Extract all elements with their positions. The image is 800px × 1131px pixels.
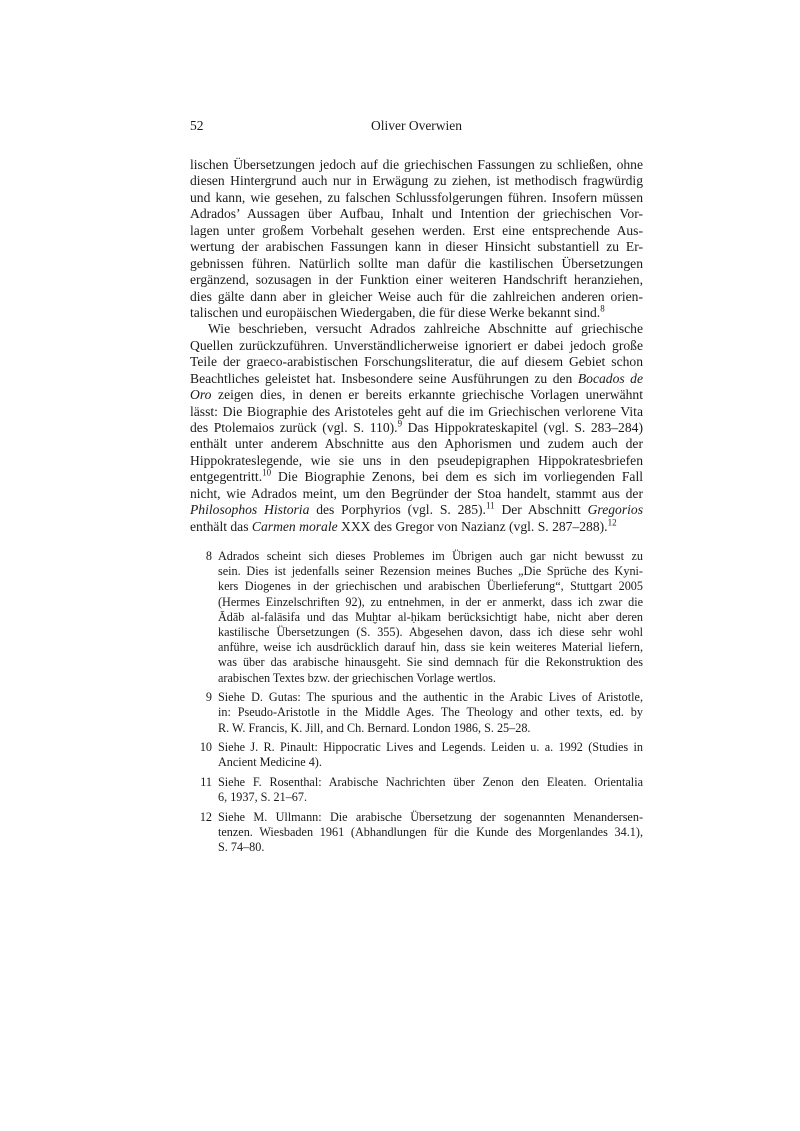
text-line xyxy=(190,469,643,485)
footnote-ref: 11 xyxy=(485,500,495,511)
text-run: sein. Dies ist jedenfalls seiner Rezension meines Buches „Die Sprüche des Kyni- xyxy=(218,564,643,579)
italic-title: Philosophos Historia xyxy=(190,502,310,518)
text-line xyxy=(190,256,643,272)
text-run: Hippokrateslegende, wie sie uns in den pseudepigraphen Hippokratesbriefen xyxy=(190,452,643,468)
footnote-ref: 8 xyxy=(600,303,605,314)
text-run: Adrados scheint sich dieses Problemes im Übrigen auch gar nicht bewusst zu xyxy=(218,549,643,563)
text-run: diesen Hintergrund auch nur in Erwägung zu ziehen, ist methodisch fragwürdig xyxy=(190,173,643,189)
italic-title: Bocados de xyxy=(577,370,644,386)
page-header xyxy=(190,118,643,136)
text-run: anführe, weise ich ausdrücklich darauf hin, dass sie kein weiteres Material liefern, xyxy=(218,640,643,655)
text-line xyxy=(190,502,643,518)
text-run: Das Hippokrateskapitel (vgl. S. 283–284) xyxy=(402,420,643,435)
text-run: lässt: Die Biographie des Aristoteles geht auf die im Griechischen verlorene Vita xyxy=(190,403,643,419)
text-run: nicht, wie Adrados meint, um den Begründer der Stoa handelt, stammt aus der xyxy=(190,485,643,501)
text-line xyxy=(190,272,643,288)
footnote xyxy=(198,690,643,736)
text-line xyxy=(218,564,643,579)
footnote-number: 12 xyxy=(199,810,212,824)
text-line xyxy=(218,625,643,640)
text-run: Wie beschrieben, versucht Adrados zahlreiche Abschnitte auf griechische xyxy=(208,321,643,337)
page-number: 52 xyxy=(190,118,204,133)
paragraph xyxy=(190,321,643,535)
text-line xyxy=(190,305,643,321)
footnote xyxy=(198,775,643,805)
text-line xyxy=(190,420,643,436)
text-run: Siehe D. Gutas: The spurious and the authentic in the Arabic Lives of Aristotle, xyxy=(218,690,643,705)
text-line xyxy=(190,387,643,403)
text-run: tenzen. Wiesbaden 1961 (Abhandlungen für die Kunde des Morgenlandes 34.1), xyxy=(218,825,643,840)
main-text xyxy=(190,157,643,535)
footnote xyxy=(198,810,643,856)
text-run: Siehe F. Rosenthal: Arabische Nachrichten über Zenon den Eleaten. Orientalia xyxy=(218,775,643,790)
footnote-number: 11 xyxy=(200,775,212,790)
text-line xyxy=(218,825,643,840)
text-run: gebnissen führen. Natürlich sollte man dafür die kastilischen Übersetzungen xyxy=(190,255,643,271)
text-run: kers Diogenes in der griechischen und arabischen Überlieferung“, Stuttgart 2005 xyxy=(218,579,643,594)
text-run: des Porphyrios (vgl. S. 285). xyxy=(309,502,486,518)
text-line xyxy=(218,790,643,805)
text-run: und kann, wie gesehen, zu falschen Schlussfolgerungen führen. Insofern müssen xyxy=(190,189,643,205)
footnote xyxy=(198,740,643,770)
text-run: kastilische Übersetzungen (S. 355). Abgesehen davon, dass ich diese sehr wohl xyxy=(218,624,643,639)
text-line xyxy=(218,740,643,755)
text-run: entgegentritt. xyxy=(190,469,263,485)
paragraph xyxy=(190,157,643,321)
text-line xyxy=(218,690,643,705)
footnote-ref: 9 xyxy=(397,418,403,429)
text-line xyxy=(190,157,643,173)
italic-title: Carmen morale xyxy=(251,518,338,534)
text-line xyxy=(218,840,643,855)
text-line xyxy=(218,775,643,790)
text-run: wertung der arabischen Fassungen kann in dieser Hinsicht substantiell zu Er- xyxy=(190,239,643,255)
text-line xyxy=(190,206,643,222)
text-run: Ancient Medicine 4). xyxy=(218,755,322,770)
text-line xyxy=(190,436,643,452)
text-line xyxy=(190,321,643,337)
text-run: R. W. Francis, K. Jill, and Ch. Bernard. London 1986, S. 25–28. xyxy=(218,720,531,735)
text-run: dies gälte dann aber in gleicher Weise auch für die zahlreichen anderen orien- xyxy=(190,288,643,304)
footnote-ref: 10 xyxy=(262,467,272,478)
text-line xyxy=(190,354,643,370)
text-run: zeigen dies, in denen er bereits erkannte griechische Vorlagen unerwähnt xyxy=(211,387,643,403)
footnote-number: 8 xyxy=(205,549,212,563)
text-line xyxy=(218,640,643,655)
text-run: talischen und europäischen Wiedergaben, die für diese Werke bekannt sind. xyxy=(190,304,601,320)
text-line xyxy=(190,223,643,239)
text-line xyxy=(218,610,643,625)
text-run: Beachtliches geleistet hat. Insbesondere seine Ausführungen zu den xyxy=(190,370,578,386)
text-run: des Ptolemaios zurück (vgl. S. 110). xyxy=(190,420,398,435)
text-line xyxy=(218,705,643,720)
text-run: in: Pseudo-Aristotle in the Middle Ages. The Theology and other texts, ed. by xyxy=(218,705,643,720)
text-run: S. 74–80. xyxy=(218,840,265,855)
italic-title: Oro xyxy=(190,387,212,403)
text-line xyxy=(190,338,643,354)
text-line xyxy=(190,289,643,305)
text-run: XXX des Gregor von Nazianz (vgl. S. 287–288). xyxy=(337,518,608,534)
text-line xyxy=(218,655,643,670)
footnote-ref: 12 xyxy=(607,517,617,528)
italic-title: Gregorios xyxy=(587,502,643,518)
text-run: Siehe M. Ullmann: Die arabische Übersetzung der sogenannten Menandersen- xyxy=(218,810,643,824)
text-line xyxy=(190,371,643,387)
text-line xyxy=(218,721,643,736)
text-line xyxy=(218,549,643,564)
text-run: Siehe J. R. Pinault: Hippocratic Lives and Legends. Leiden u. a. 1992 (Studies in xyxy=(218,740,643,755)
text-line xyxy=(190,404,643,420)
text-run: lagen unter großem Vorbehalt gesehen werden. Erst eine entsprechende Aus- xyxy=(190,222,643,238)
footnote xyxy=(198,549,643,686)
text-run: Ādāb al-falāsifa und das Muḫtar al-ḥikam berücksichtigt habe, nicht aber deren xyxy=(218,609,643,624)
text-line xyxy=(190,190,643,206)
text-line xyxy=(190,486,643,502)
text-line xyxy=(218,579,643,594)
footnotes xyxy=(198,549,643,860)
text-run: Der Abschnitt xyxy=(494,502,588,518)
text-run: was über das arabische hinausgeht. Sie sind demnach für die Rekonstruktion des xyxy=(218,655,643,670)
text-run: Die Biographie Zenons, bei dem es sich im vorliegenden Fall xyxy=(271,469,643,485)
footnote-number: 9 xyxy=(205,690,212,705)
text-run: 6, 1937, S. 21–67. xyxy=(218,790,308,805)
running-head: Oliver Overwien xyxy=(370,118,463,133)
text-run: arabischen Textes bzw. der griechischen Vorlage wertlos. xyxy=(218,670,496,685)
text-run: enthält das xyxy=(190,518,252,534)
text-line xyxy=(218,671,643,686)
text-line xyxy=(190,519,643,535)
text-run: Teile der graeco-arabistischen Forschungsliteratur, die auf diesem Gebiet schon xyxy=(190,354,643,370)
text-line xyxy=(218,755,643,770)
footnote-number: 10 xyxy=(199,740,212,755)
text-run: enthält unter anderem Abschnitte aus den Aphorismen und zudem auch der xyxy=(190,436,643,452)
text-line xyxy=(190,239,643,255)
text-line xyxy=(218,810,643,825)
text-line xyxy=(218,595,643,610)
text-run: Quellen zurückzuführen. Unverständlicherweise ignoriert er dabei jedoch große xyxy=(190,337,643,353)
text-line xyxy=(190,453,643,469)
text-run: lischen Übersetzungen jedoch auf die griechischen Fassungen zu schließen, ohne xyxy=(190,157,643,172)
text-run: ergänzend, sozusagen in der Funktion einer weiteren Handschrift heranziehen, xyxy=(190,272,643,288)
text-line xyxy=(190,173,643,189)
text-run: (Hermes Einzelschriften 92), zu entnehmen, in der er anmerkt, dass ich zwar die xyxy=(218,594,643,609)
text-run: Adrados’ Aussagen über Aufbau, Inhalt und Intention der griechischen Vor- xyxy=(190,206,643,222)
